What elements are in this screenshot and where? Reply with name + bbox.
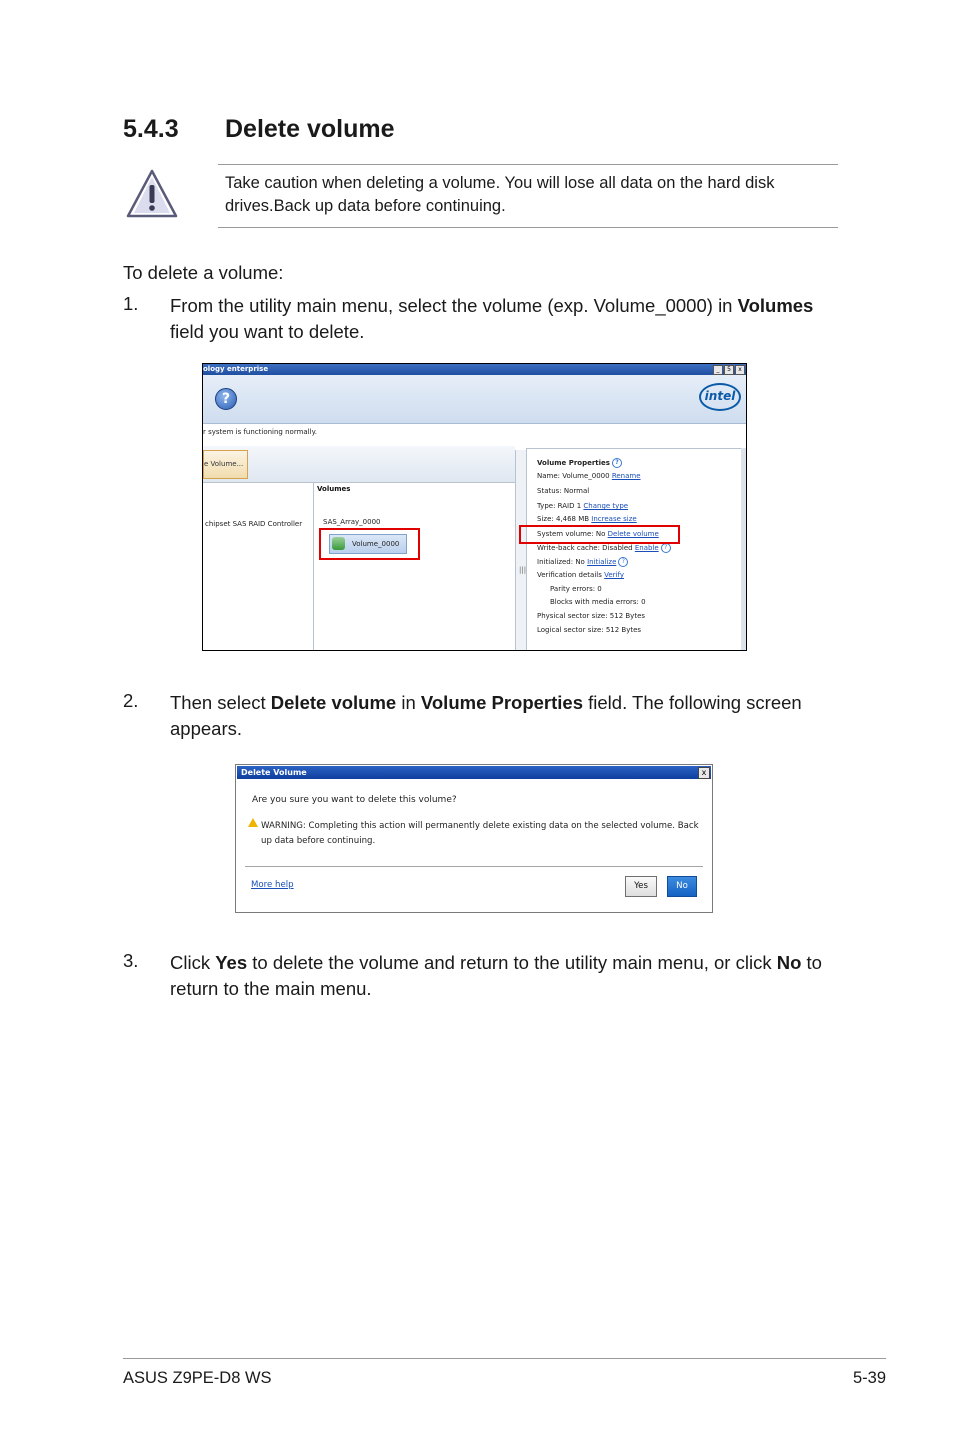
- verify-link[interactable]: Verify: [604, 571, 624, 579]
- property-physical-sector: Physical sector size: 512 Bytes: [537, 612, 646, 620]
- step-2-number: 2.: [123, 690, 139, 711]
- no-button[interactable]: No: [667, 876, 697, 897]
- toolbar: [203, 446, 515, 483]
- intro-text: To delete a volume:: [123, 262, 284, 283]
- help-question-icon[interactable]: ?: [618, 557, 628, 567]
- create-volume-button[interactable]: e Volume...: [203, 450, 248, 479]
- delete-volume-highlight-box: [519, 525, 680, 544]
- dialog-titlebar: [237, 766, 711, 779]
- step-1-number: 1.: [123, 293, 139, 314]
- section-title: Delete volume: [225, 115, 395, 143]
- volume-highlight-box: [319, 528, 420, 560]
- caution-bottom-rule: [218, 227, 838, 228]
- property-logical-sector: Logical sector size: 512 Bytes: [537, 626, 642, 634]
- minimize-button[interactable]: _: [713, 365, 723, 375]
- help-question-icon[interactable]: ?: [661, 543, 671, 553]
- caution-icon: [125, 168, 179, 220]
- screenshot-main-menu: [202, 363, 747, 651]
- change-type-link[interactable]: Change type: [583, 502, 629, 510]
- properties-heading: Volume Properties ?: [537, 458, 622, 468]
- step-1-text: From the utility main menu, select the volume (exp. Volume_0000) in Volumes field you want to delete.: [170, 295, 814, 342]
- help-question-icon[interactable]: ?: [612, 458, 622, 468]
- initialize-link[interactable]: Initialize: [587, 558, 617, 566]
- property-write-back-cache: Write-back cache: Disabled Enable ?: [537, 543, 671, 553]
- yes-button[interactable]: Yes: [625, 876, 657, 897]
- footer-rule: [123, 1358, 886, 1359]
- screenshot-delete-dialog: [235, 764, 713, 913]
- dialog-warning: WARNING: Completing this action will permanently delete existing data on the selected volume. Back up data before continuing.: [261, 821, 699, 846]
- more-help-link[interactable]: More help: [251, 880, 294, 890]
- maximize-button[interactable]: 5: [724, 365, 734, 375]
- volumes-heading: Volumes: [317, 485, 351, 493]
- step-2-text: Then select Delete volume in Volume Properties field. The following screen appears.: [170, 692, 802, 739]
- property-initialized: Initialized: No Initialize ?: [537, 557, 628, 567]
- rename-link[interactable]: Rename: [611, 472, 641, 480]
- dialog-separator: [245, 866, 703, 867]
- property-name: Name: Volume_0000 Rename: [537, 472, 641, 480]
- scrollbar[interactable]: [741, 448, 746, 650]
- dialog-close-icon[interactable]: x: [698, 767, 710, 779]
- pane-divider-horizontal: [203, 482, 515, 483]
- footer-product: ASUS Z9PE-D8 WS: [123, 1369, 272, 1387]
- array-label[interactable]: SAS_Array_0000: [323, 518, 381, 526]
- volume-properties-panel: [526, 448, 742, 651]
- volume-label: Volume_0000: [352, 540, 400, 548]
- enable-link[interactable]: Enable: [634, 544, 659, 552]
- increase-size-link[interactable]: Increase size: [591, 515, 637, 523]
- splitter-grip: |||: [519, 566, 527, 574]
- warning-icon: [248, 818, 258, 827]
- dialog-title: Delete Volume: [241, 768, 307, 777]
- property-media-errors: Blocks with media errors: 0: [550, 598, 646, 606]
- intel-logo: intel: [699, 383, 741, 411]
- step-3-number: 3.: [123, 950, 139, 971]
- controller-label[interactable]: chipset SAS RAID Controller: [205, 520, 303, 528]
- window-titlebar: [203, 364, 746, 375]
- property-parity-errors: Parity errors: 0: [550, 585, 602, 593]
- property-verification: Verification details Verify: [537, 571, 624, 579]
- delete-volume-link[interactable]: Delete volume: [607, 530, 659, 538]
- help-icon[interactable]: ?: [215, 388, 237, 410]
- caution-text: Take caution when deleting a volume. You will lose all data on the hard disk drives.Back up data before continuing.: [225, 174, 775, 215]
- caution-top-rule: [218, 164, 838, 165]
- property-size: Size: 4,468 MB Increase size: [537, 515, 637, 523]
- footer-page-number: 5-39: [852, 1369, 886, 1387]
- step-3-text: Click Yes to delete the volume and return to the utility main menu, or click No to return to the main menu.: [170, 952, 822, 999]
- property-system-volume: System volume: No Delete volume: [537, 530, 659, 538]
- property-status: Status: Normal: [537, 487, 590, 495]
- close-button[interactable]: x: [735, 365, 745, 375]
- section-number: 5.4.3: [123, 115, 179, 143]
- status-text: r system is functioning normally.: [203, 428, 317, 436]
- window-title: ology enterprise: [203, 365, 269, 373]
- app-header: [203, 375, 746, 424]
- pane-divider-vertical: [313, 482, 314, 650]
- property-type: Type: RAID 1 Change type: [537, 502, 629, 510]
- dialog-question: Are you sure you want to delete this volume?: [252, 795, 457, 805]
